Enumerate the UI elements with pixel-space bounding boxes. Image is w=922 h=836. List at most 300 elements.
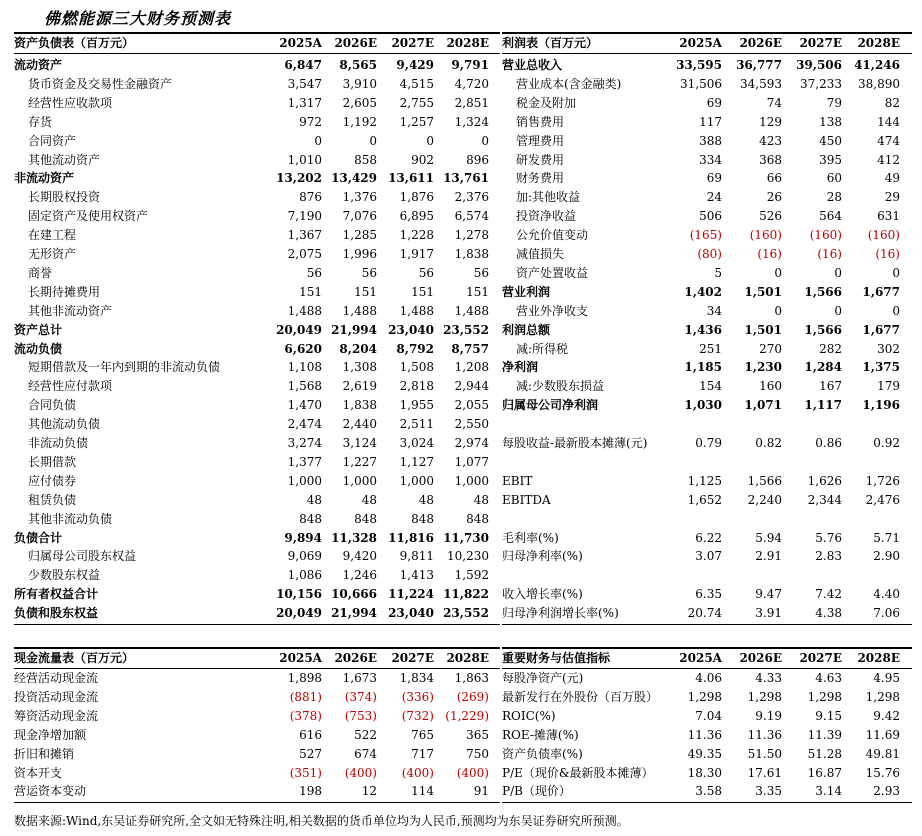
row-label: 利润总额	[502, 322, 551, 337]
row-label: 减:少数股东损益	[516, 379, 605, 394]
row-value: 3,124	[342, 436, 377, 450]
row-value: 12	[361, 784, 377, 799]
row-value: 6.35	[695, 587, 722, 602]
row-label: 所有者权益合计	[14, 587, 99, 602]
row-value: 1,108	[287, 360, 322, 375]
row-label: 无形资产	[28, 247, 77, 261]
row-value: 151	[466, 284, 489, 299]
row-value: 1,000	[287, 473, 322, 488]
row-value: 37,233	[800, 76, 842, 91]
row-value: 48	[306, 492, 322, 507]
year-header: 2027E	[391, 36, 434, 50]
row-value: (165)	[689, 228, 722, 243]
row-value: 1,285	[342, 228, 377, 243]
year-header: 2025A	[279, 36, 322, 50]
report-title: 佛燃能源三大财务预测表	[44, 9, 232, 28]
row-value: 56	[361, 265, 377, 280]
table-row	[502, 226, 912, 245]
table-header-row	[502, 649, 912, 668]
row-value: (16)	[875, 247, 900, 261]
row-label: 最新发行在外股份（百万股）	[502, 689, 659, 704]
row-value: 2,619	[342, 379, 377, 394]
row-label: 货币资金及交易性金融资产	[28, 76, 173, 91]
row-value: 69	[706, 95, 722, 110]
row-value: 9,069	[287, 549, 322, 564]
year-header: 2027E	[799, 651, 842, 665]
table-row	[14, 302, 500, 321]
table-row	[14, 264, 500, 283]
row-value: 972	[299, 114, 322, 129]
source-note: 数据来源:Wind,东吴证券研究所,全文如无特殊注明,相关数据的货币单位均为人民币,预测均为东吴证券研究所预测。	[14, 814, 629, 828]
row-value: 9,811	[399, 549, 434, 564]
table-row	[502, 207, 912, 226]
row-label: 其他非流动资产	[28, 303, 113, 318]
row-label: 投资净收益	[516, 209, 577, 224]
row-value: 527	[299, 746, 322, 761]
row-value: 167	[819, 379, 842, 394]
year-header: 2026E	[334, 651, 377, 665]
row-value: 179	[877, 379, 900, 394]
row-label: 负债和股东权益	[14, 606, 99, 621]
row-value: 2,055	[454, 398, 489, 413]
row-value: 1,185	[684, 360, 722, 375]
row-value: 1,077	[454, 454, 489, 469]
row-value: 765	[411, 727, 434, 742]
row-value: 3.91	[755, 606, 782, 621]
table-row	[14, 782, 500, 801]
row-value: (269)	[456, 689, 489, 704]
year-header: 2028E	[857, 36, 900, 50]
row-value: 9.47	[755, 587, 782, 602]
row-value: 412	[877, 152, 900, 167]
table-row	[14, 188, 500, 207]
row-value: 13,202	[276, 171, 322, 186]
row-value: 41,246	[854, 58, 900, 72]
table-row	[14, 321, 500, 340]
row-label: 减:所得税	[516, 341, 569, 356]
row-value: 138	[819, 114, 842, 129]
row-value: 1,127	[399, 454, 434, 469]
row-value: 6,620	[284, 341, 322, 356]
table-row	[502, 358, 912, 377]
row-value: 4.95	[873, 671, 900, 685]
row-value: 1,508	[399, 360, 434, 375]
row-label: 少数股东权益	[28, 568, 101, 583]
row-value: 0	[369, 133, 377, 148]
row-value: 1,592	[454, 568, 489, 583]
row-value: 2.91	[755, 549, 782, 564]
row-label: 研发费用	[516, 152, 565, 167]
row-label: 营业成本(含金融类)	[516, 76, 622, 91]
row-value: 302	[877, 341, 900, 356]
row-value: 1,000	[399, 473, 434, 488]
year-header: 2027E	[799, 36, 842, 50]
row-value: 144	[877, 114, 900, 129]
row-value: 848	[354, 511, 377, 526]
table-row	[502, 169, 912, 188]
year-header: 2026E	[739, 651, 782, 665]
row-value: 56	[418, 265, 434, 280]
row-value: 39,506	[796, 58, 842, 72]
row-value: 1,227	[342, 454, 377, 469]
row-value: 450	[819, 133, 842, 148]
row-value: 11,730	[443, 530, 489, 545]
row-value: 3,274	[287, 436, 322, 450]
row-label: 销售费用	[516, 114, 565, 129]
row-value: (160)	[867, 228, 900, 243]
row-value: 69	[706, 171, 722, 186]
table-row	[502, 56, 912, 75]
row-value: 51.50	[747, 746, 782, 761]
table-row	[14, 688, 500, 707]
row-value: 17.61	[747, 765, 782, 780]
row-value: 1,626	[807, 473, 842, 488]
row-value: 21,994	[331, 606, 377, 621]
row-value: 3,024	[399, 436, 434, 450]
row-value: 1,838	[454, 247, 489, 261]
row-label: 经营活动现金流	[14, 671, 99, 685]
row-label: P/E（现价&最新股本摊薄）	[502, 765, 654, 780]
table-row	[14, 745, 500, 764]
row-value: 1,298	[747, 689, 782, 704]
row-value: 0	[481, 133, 489, 148]
table-row	[14, 726, 500, 745]
row-value: 16.87	[807, 765, 842, 780]
row-label: 其他非流动负债	[28, 511, 113, 526]
row-label: 管理费用	[516, 133, 565, 148]
row-label: 毛利率(%)	[502, 530, 559, 545]
table-row	[14, 604, 500, 623]
row-label: 在建工程	[28, 228, 77, 243]
row-value: 0.82	[755, 436, 782, 450]
row-value: 2,474	[287, 417, 322, 432]
row-value: 334	[699, 152, 722, 167]
row-value: 2.93	[873, 784, 900, 799]
row-label: 流动资产	[14, 58, 63, 72]
row-value: 270	[759, 341, 782, 356]
row-value: 9,420	[342, 549, 377, 564]
row-value: 9.42	[873, 708, 900, 723]
row-value: 1,436	[684, 322, 722, 337]
row-value: 151	[299, 284, 322, 299]
row-value: 7.42	[815, 587, 842, 602]
row-value: 36,777	[736, 58, 782, 72]
row-label: ROIC(%)	[502, 708, 556, 723]
row-value: 564	[819, 209, 842, 224]
row-value: 1,955	[399, 398, 434, 413]
row-value: 33,595	[676, 58, 722, 72]
row-value: 2,755	[399, 95, 434, 110]
row-value: 1,208	[454, 360, 489, 375]
row-value: 3.35	[755, 784, 782, 799]
row-value: 4.63	[815, 671, 842, 685]
row-value: 9.19	[755, 708, 782, 723]
row-value: 1,917	[399, 247, 434, 261]
row-value: 11.36	[687, 727, 722, 742]
row-value: 848	[411, 511, 434, 526]
row-label: ROE-摊薄(%)	[502, 727, 579, 742]
row-label: 现金净增加额	[14, 727, 87, 742]
row-value: 48	[361, 492, 377, 507]
row-label: 公允价值变动	[516, 228, 589, 243]
row-value: 0	[314, 133, 322, 148]
table-row	[14, 169, 500, 188]
row-value: 2,240	[747, 492, 782, 507]
table-header-title: 现金流量表（百万元）	[14, 651, 135, 665]
row-value: 1,402	[684, 284, 722, 299]
row-value: 0.92	[873, 436, 900, 450]
table-row	[14, 669, 500, 688]
table-row	[502, 453, 912, 472]
row-value: 2,550	[454, 417, 489, 432]
row-label: 财务费用	[516, 171, 565, 186]
row-value: 8,792	[396, 341, 434, 356]
row-value: 3.14	[815, 784, 842, 799]
row-value: 29	[884, 190, 900, 205]
row-value: 1,566	[747, 473, 782, 488]
row-label: 长期股权投资	[28, 190, 101, 205]
row-value: 674	[354, 746, 377, 761]
row-value: 1,246	[342, 568, 377, 583]
table-row	[502, 132, 912, 151]
row-value: 1,838	[342, 398, 377, 413]
row-value: (378)	[289, 708, 322, 723]
row-value: 1,324	[454, 114, 489, 129]
table-row	[14, 56, 500, 75]
row-label: 流动负债	[14, 341, 63, 356]
table-row	[502, 75, 912, 94]
row-value: 74	[766, 95, 782, 110]
row-value: 11,816	[388, 530, 434, 545]
row-value: (374)	[344, 689, 377, 704]
row-value: 1,488	[342, 303, 377, 318]
table-row	[502, 688, 912, 707]
row-value: 6,895	[399, 209, 434, 224]
header-bottom-rule	[502, 53, 912, 54]
row-label: 合同负债	[28, 398, 77, 413]
table-row	[502, 782, 912, 801]
table-bottom-rule	[502, 624, 912, 625]
row-value: 365	[466, 727, 489, 742]
row-value: 5.94	[755, 530, 782, 545]
table-row	[502, 585, 912, 604]
row-value: 1,677	[862, 322, 900, 337]
table-row	[502, 434, 912, 453]
row-value: 1,652	[687, 492, 722, 507]
row-value: 368	[759, 152, 782, 167]
row-value: 0.79	[695, 436, 722, 450]
row-value: 13,611	[388, 171, 434, 186]
row-value: 1,000	[342, 473, 377, 488]
year-header: 2028E	[446, 36, 489, 50]
table-header-title: 资产负债表（百万元）	[14, 36, 135, 50]
row-value: 1,317	[287, 95, 322, 110]
row-value: 0	[892, 265, 900, 280]
row-value: 1,000	[454, 473, 489, 488]
year-header: 2025A	[679, 651, 722, 665]
row-label: EBIT	[502, 473, 533, 488]
table-row	[14, 75, 500, 94]
row-value: 2,511	[399, 417, 434, 432]
row-value: 6.22	[695, 530, 722, 545]
row-value: 876	[299, 190, 322, 205]
row-value: 2,974	[454, 436, 489, 450]
row-value: 474	[877, 133, 900, 148]
row-value: 11,224	[388, 587, 434, 602]
row-label: 营业利润	[502, 284, 551, 299]
row-value: 0	[774, 265, 782, 280]
row-value: (336)	[401, 689, 434, 704]
row-value: 6,847	[284, 58, 322, 72]
row-value: 34	[706, 303, 722, 318]
table-row	[502, 707, 912, 726]
row-value: 48	[473, 492, 489, 507]
row-value: 2,376	[454, 190, 489, 205]
table-row	[502, 529, 912, 548]
row-label: 经营性应收款项	[28, 95, 113, 110]
row-value: 1,566	[804, 322, 842, 337]
row-value: 4,720	[454, 76, 489, 91]
row-label: 收入增长率(%)	[502, 587, 583, 602]
table-header-row	[14, 34, 500, 53]
row-label: P/B（现价）	[502, 784, 571, 799]
row-value: 1,196	[862, 398, 900, 413]
row-value: 8,757	[451, 341, 489, 356]
table-row	[14, 207, 500, 226]
row-label: 折旧和摊销	[14, 746, 75, 761]
row-value: (881)	[289, 689, 322, 704]
row-value: 51.28	[807, 746, 842, 761]
row-label: 筹资活动现金流	[14, 708, 99, 723]
row-label: 租赁负债	[28, 492, 77, 507]
row-value: 1,488	[287, 303, 322, 318]
row-value: 1,071	[744, 398, 782, 413]
row-value: 66	[766, 171, 782, 186]
table-row	[502, 764, 912, 783]
row-value: 34,593	[740, 76, 782, 91]
row-value: 2,075	[287, 247, 322, 261]
row-value: 13,761	[443, 171, 489, 186]
row-label: 合同资产	[28, 133, 77, 148]
row-value: 3,910	[342, 76, 377, 91]
row-label: 营业总收入	[502, 58, 563, 72]
year-header: 2028E	[446, 651, 489, 665]
table-row	[14, 226, 500, 245]
row-value: 151	[354, 284, 377, 299]
row-value: 1,488	[454, 303, 489, 318]
row-value: 1,996	[342, 247, 377, 261]
table-row	[502, 547, 912, 566]
row-label: 其他流动负债	[28, 417, 101, 432]
table-row	[14, 358, 500, 377]
row-value: 7,076	[342, 209, 377, 224]
table-row	[502, 302, 912, 321]
row-value: 896	[466, 152, 489, 167]
row-label: 资产负债率(%)	[502, 746, 583, 761]
row-label: 长期待摊费用	[28, 284, 101, 299]
row-value: 4.33	[755, 671, 782, 685]
table-row	[14, 510, 500, 529]
row-value: 21,994	[331, 322, 377, 337]
row-value: 750	[466, 746, 489, 761]
row-value: 60	[826, 171, 842, 186]
table-bottom-rule	[502, 802, 912, 803]
year-header: 2027E	[391, 651, 434, 665]
row-value: 49.81	[865, 746, 900, 761]
row-value: 0	[834, 303, 842, 318]
row-value: 160	[759, 379, 782, 394]
row-value: 902	[411, 152, 434, 167]
row-label: 投资活动现金流	[14, 689, 99, 704]
row-value: 1,367	[287, 228, 322, 243]
table-row	[14, 283, 500, 302]
table-row	[502, 188, 912, 207]
row-value: 129	[759, 114, 782, 129]
row-value: 2,944	[454, 379, 489, 394]
table-row	[502, 113, 912, 132]
row-label: 固定资产及使用权资产	[28, 209, 149, 224]
table-row	[502, 510, 912, 529]
year-header: 2025A	[279, 651, 322, 665]
table-header-row	[502, 34, 912, 53]
table-row	[502, 264, 912, 283]
table-row	[14, 377, 500, 396]
row-value: 1,488	[399, 303, 434, 318]
row-label: 应付债券	[28, 473, 77, 488]
row-value: 1,375	[862, 360, 900, 375]
row-label: 资产总计	[14, 322, 63, 337]
row-value: 11.69	[865, 727, 900, 742]
row-value: 18.30	[687, 765, 722, 780]
row-value: 1,308	[342, 360, 377, 375]
row-value: 1,377	[287, 454, 322, 469]
row-label: 其他流动资产	[28, 152, 101, 167]
row-label: 归属母公司净利润	[502, 398, 599, 413]
row-value: 848	[466, 511, 489, 526]
row-value: 3.58	[695, 784, 722, 799]
table-row	[502, 669, 912, 688]
row-value: 1,125	[687, 473, 722, 488]
row-value: 2,344	[807, 492, 842, 507]
row-label: 长期借款	[28, 454, 77, 469]
row-value: 117	[699, 114, 722, 129]
row-value: 198	[299, 784, 322, 799]
row-value: 11.36	[747, 727, 782, 742]
table-row	[14, 396, 500, 415]
row-value: 82	[884, 95, 900, 110]
row-label: 加:其他收益	[516, 190, 581, 205]
row-value: 1,898	[287, 671, 322, 685]
table-row	[502, 604, 912, 623]
row-value: 526	[759, 209, 782, 224]
row-value: 1,834	[399, 671, 434, 685]
row-value: 1,876	[399, 190, 434, 205]
row-value: 1,298	[807, 689, 842, 704]
row-value: 1,117	[804, 398, 842, 413]
table-row	[502, 245, 912, 264]
row-value: 1,677	[862, 284, 900, 299]
row-value: 4.38	[815, 606, 842, 621]
year-header: 2028E	[857, 651, 900, 665]
row-value: 2,476	[865, 492, 900, 507]
row-value: 11,822	[443, 587, 489, 602]
row-value: 9,894	[284, 530, 322, 545]
row-value: 388	[699, 133, 722, 148]
row-value: (753)	[344, 708, 377, 723]
year-header: 2025A	[679, 36, 722, 50]
row-value: (1,229)	[445, 708, 489, 723]
row-value: 1,257	[399, 114, 434, 129]
